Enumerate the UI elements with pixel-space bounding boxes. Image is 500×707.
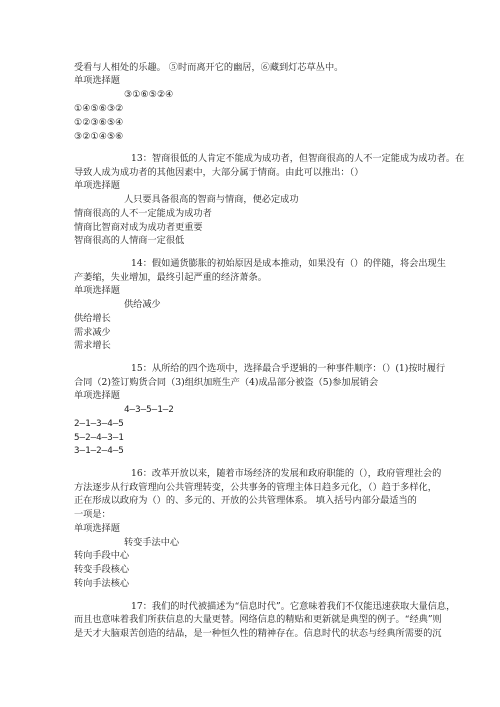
answer-option: ①②③⑥⑤④ xyxy=(74,117,124,128)
answer-option: 转变手段核心 xyxy=(74,564,130,575)
question-type-label: 单项选择题 xyxy=(74,523,120,534)
question-14-text: 14：假如通货膨胀的初始原因是成本推动，如果没有（）的伴随，将会出现生 xyxy=(131,258,446,269)
answer-option: 转向手法核心 xyxy=(74,578,130,589)
answer-option: 5—2—4—3—1 xyxy=(74,432,124,443)
answer-option: 4—3—5—1—2 xyxy=(124,404,174,415)
answer-option: 需求减少 xyxy=(74,327,111,338)
answer-option: 需求增长 xyxy=(74,340,111,351)
answer-option: ①④⑤⑥③② xyxy=(74,103,124,114)
question-type-label: 单项选择题 xyxy=(74,75,120,86)
text-line: 产萎缩，失业增加，最终引起严重的经济萧条。 xyxy=(74,272,267,283)
question-13-text: 13：智商很低的人肯定不能成为成功者，但智商很高的人不一定能成为成功者。在 xyxy=(131,153,465,164)
answer-option: 转变手法中心 xyxy=(124,537,180,548)
answer-option: 供给增长 xyxy=(74,313,111,324)
text-line: 合同（2)签订购货合同（3)组织加班生产（4)成品部分被盗（5)参加展销会 xyxy=(74,377,379,388)
text-line: 受看与人相处的乐趣。 ⑤时而离开它的幽居，⑥藏到灯芯草丛中。 xyxy=(74,62,344,73)
answer-option: ③②①④⑤⑥ xyxy=(74,131,124,142)
answer-option: 转向手段中心 xyxy=(74,550,130,561)
answer-option: 情商很高的人不一定能成为成功者 xyxy=(74,208,212,219)
question-15-text: 15：从所给的四个选项中，选择最合乎逻辑的一种事件顺序：（）(1)按时履行 xyxy=(131,363,446,374)
answer-option: 智商很高的人情商一定很低 xyxy=(74,235,185,246)
question-type-label: 单项选择题 xyxy=(74,180,120,191)
answer-option: 3—1—2—4—5 xyxy=(74,445,124,456)
text-line: 一项是： xyxy=(74,509,111,520)
question-17-text: 17：我们的时代被描述为“信息时代”。它意味着我们不仅能迅速获取大量信息， xyxy=(131,601,456,612)
text-line: 而且也意味着我们所获信息的大量更替。网络信息的精贴和更新就是典型的例子。“经典”则 xyxy=(74,614,442,625)
text-line: 是天才大脑艰苦创造的结晶，是一种恒久性的精神存在。信息时代的状态与经典所需要的沉 xyxy=(74,628,442,639)
text-line: 方法逐步从行政管理向公共管理转变，公共事务的管理主体日趋多元化，（）趋于多样化， xyxy=(74,482,437,493)
question-type-label: 单项选择题 xyxy=(74,285,120,296)
question-16-text: 16：改革开放以来，随着市场经济的发展和政府职能的（），政府管理社会的 xyxy=(131,468,442,479)
answer-option: 情商比智商对成为成功者更重要 xyxy=(74,222,203,233)
text-line: 正在形成以政府为（）的、多元的、开放的公共管理体系。 填入括号内部分最适当的 xyxy=(74,495,417,506)
answer-option: 2—1—3—4—5 xyxy=(74,418,124,429)
question-type-label: 单项选择题 xyxy=(74,390,120,401)
text-line: 导致人成为成功者的其他因素中，大部分属于情商。由此可以推出：（） xyxy=(74,167,364,178)
answer-option: ③①⑥⑤②④ xyxy=(124,89,174,100)
answer-option: 供给减少 xyxy=(124,299,161,310)
answer-option: 人只要具备很高的智商与情商，便必定成功 xyxy=(124,194,299,205)
